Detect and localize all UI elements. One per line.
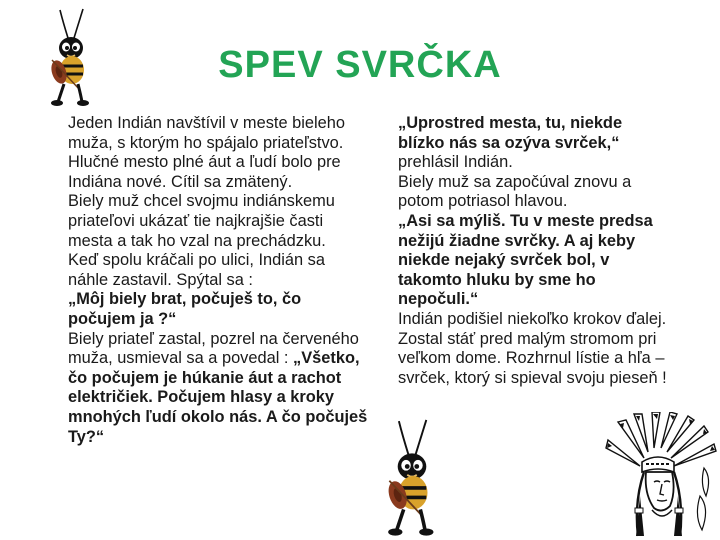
- paragraph-bold: „Uprostred mesta, tu, niekde blízko nás sa ozýva svrček,“: [398, 114, 623, 152]
- paragraph-plain-part: Biely priateľ zastal, pozrel na červeného muža, usmieval sa a povedal :: [68, 329, 359, 368]
- paragraph-bold: „Asi sa mýliš. Tu v meste predsa nežijú žiadne svrčky. A aj keby niekde nejaký svrček bol, v takomto hluku by sme ho nepočuli.“: [398, 211, 653, 309]
- paragraph: Biely muž chcel svojmu indiánskemu priateľovi ukázať tie najkrajšie časti mesta a tak ho vzal na prechádzku.: [68, 192, 335, 250]
- paragraph-mixed: [68, 330, 368, 448]
- left-text-column: [68, 114, 368, 447]
- paragraph: Keď spolu kráčali po ulici, Indián sa náhle zastavil. Spýtal sa :: [68, 251, 325, 289]
- paragraph: Jeden Indián navštívil v meste bieleho muža, s ktorým ho spájalo priateľstvo.: [68, 114, 345, 152]
- paragraph: Biely muž sa započúval znovu a potom potriasol hlavou.: [398, 172, 632, 211]
- right-text-column: [398, 114, 668, 388]
- paragraph: prehlásil Indián.: [398, 153, 513, 172]
- native-american-headdress-icon: [604, 412, 720, 540]
- paragraph-bold: „Môj biely brat, počuješ to, čo počujem ja ?“: [68, 290, 302, 328]
- cricket-with-violin-icon: [381, 414, 443, 538]
- cricket-with-violin-icon: [46, 4, 96, 108]
- paragraph-bold-part: „Všetko, čo počujem je húkanie áut a rachot električiek. Počujem hlasy a kroky mnohých ľudí okolo nás. A čo počuješ Ty?“: [68, 349, 368, 446]
- page-title: SPEV SVRČKA: [218, 44, 502, 86]
- paragraph: Indián podišiel niekoľko krokov ďalej. Zostal stáť pred malým stromom pri veľkom dome. Rozhrnul lístie a hľa – svrček, ktorý si spieval svoju pieseň !: [398, 309, 667, 387]
- paragraph: Hlučné mesto plné áut a ľudí bolo pre Indiána nové. Cítil sa zmätený.: [68, 153, 341, 191]
